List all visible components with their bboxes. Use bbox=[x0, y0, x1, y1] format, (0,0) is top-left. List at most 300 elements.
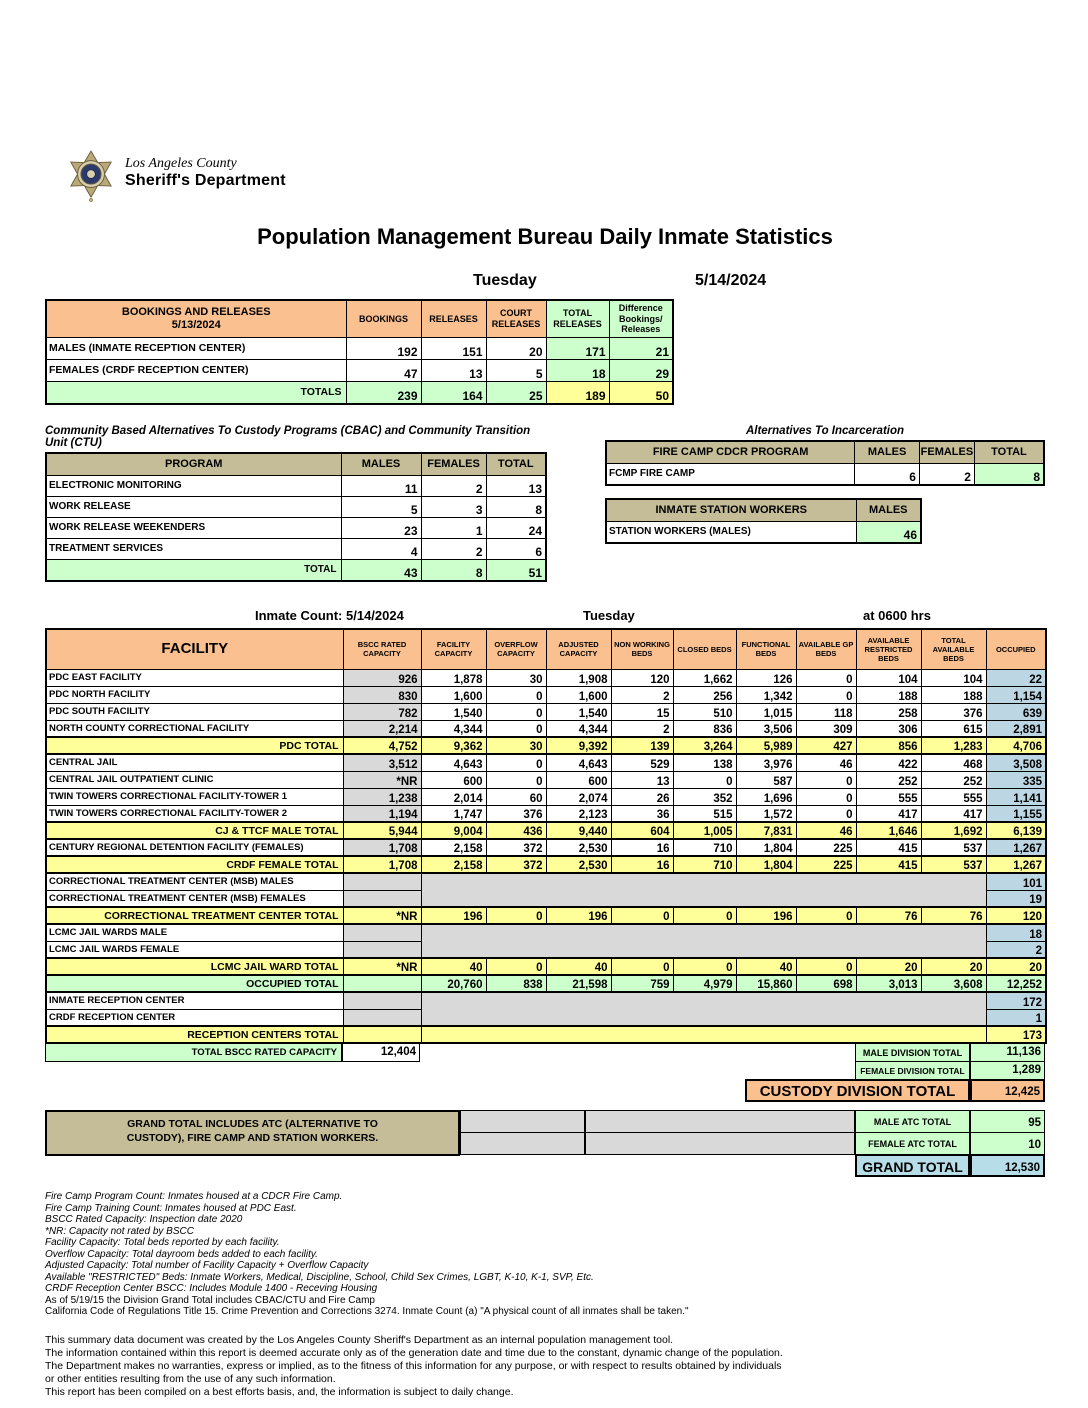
footnote-line: As of 5/19/15 the Division Grand Total includes CBAC/CTU and Fire Camp bbox=[45, 1294, 375, 1306]
stat-value: 615 bbox=[921, 720, 986, 737]
facility-name: CORRECTIONAL TREATMENT CENTER (MSB) MALES bbox=[46, 873, 343, 890]
disclaimer-line: This report has been compiled on a best efforts basis, and, the information is subject to daily change. bbox=[45, 1385, 514, 1398]
stat-value: 5,989 bbox=[736, 737, 796, 754]
stat-value: 9,440 bbox=[546, 822, 611, 839]
stat-value: 0 bbox=[611, 907, 673, 924]
stat-value: 710 bbox=[673, 856, 736, 873]
station-workers-row bbox=[606, 521, 921, 543]
grand-total-note: GRAND TOTAL INCLUDES ATC (ALTERNATIVE TO CUSTODY), FIRE CAMP AND STATION WORKERS. bbox=[45, 1110, 460, 1156]
fire-camp-table bbox=[605, 440, 1045, 486]
stat-value: 2,074 bbox=[546, 788, 611, 805]
occupied-value: 2 bbox=[986, 941, 1046, 958]
stat-value: 18 bbox=[546, 359, 609, 381]
bscc-capacity: 2,214 bbox=[343, 720, 421, 737]
report-date: 5/14/2024 bbox=[695, 272, 767, 289]
cbac-row bbox=[46, 517, 546, 538]
bscc-capacity bbox=[343, 873, 421, 890]
custody-division-total-value: 12,425 bbox=[970, 1079, 1045, 1102]
facility-name: CENTURY REGIONAL DETENTION FACILITY (FEMALES) bbox=[46, 839, 343, 856]
total-label: LCMC JAIL WARD TOTAL bbox=[46, 958, 343, 975]
stat-value: 126 bbox=[736, 669, 796, 686]
col-females: FEMALES bbox=[421, 453, 486, 475]
col-total-available-beds: TOTAL AVAILABLE BEDS bbox=[921, 629, 986, 669]
facility-row bbox=[46, 873, 1046, 890]
agency-header bbox=[67, 150, 1045, 208]
occupied-value: 1,155 bbox=[986, 805, 1046, 822]
stat-value: 138 bbox=[673, 754, 736, 771]
bscc-capacity: 1,238 bbox=[343, 788, 421, 805]
stat-value: 4,344 bbox=[546, 720, 611, 737]
col-bookings: BOOKINGS bbox=[346, 300, 421, 337]
stat-value: 189 bbox=[546, 381, 609, 404]
stat-value: 2,530 bbox=[546, 839, 611, 856]
male-atc-total-value: 95 bbox=[970, 1110, 1045, 1133]
stat-value: 25 bbox=[486, 381, 546, 404]
occupied-value: 1 bbox=[986, 1009, 1046, 1026]
col-females: FEMALES bbox=[919, 441, 974, 463]
stat-value: 555 bbox=[856, 788, 921, 805]
agency-county: Los Angeles County bbox=[125, 156, 237, 171]
bscc-capacity bbox=[343, 1026, 421, 1043]
row-label: FEMALES (CRDF RECEPTION CENTER) bbox=[46, 359, 346, 381]
facility-row bbox=[46, 924, 1046, 941]
col-non-working-beds: NON WORKING BEDS bbox=[611, 629, 673, 669]
stat-value: 4,344 bbox=[421, 720, 486, 737]
stat-value: 188 bbox=[856, 686, 921, 703]
col-total: TOTAL bbox=[974, 441, 1044, 463]
female-division-total-value: 1,289 bbox=[970, 1061, 1045, 1080]
stat-value: 8 bbox=[421, 559, 486, 581]
stat-value: 4,979 bbox=[673, 975, 736, 992]
stat-value: 104 bbox=[921, 669, 986, 686]
stat-value: 13 bbox=[421, 359, 486, 381]
stat-value: 604 bbox=[611, 822, 673, 839]
col-total-releases: TOTAL RELEASES bbox=[546, 300, 609, 337]
occupied-value: 1,154 bbox=[986, 686, 1046, 703]
stat-value: 0 bbox=[796, 788, 856, 805]
cbac-row bbox=[46, 496, 546, 517]
stat-value: 1,646 bbox=[856, 822, 921, 839]
stat-value: 376 bbox=[921, 703, 986, 720]
bscc-capacity: 926 bbox=[343, 669, 421, 686]
facility-row bbox=[46, 907, 1046, 924]
female-division-row bbox=[45, 1061, 1045, 1080]
stat-value: 510 bbox=[673, 703, 736, 720]
grand-total-section bbox=[45, 1110, 1045, 1177]
stat-value: 759 bbox=[611, 975, 673, 992]
stat-value: 4 bbox=[341, 538, 421, 559]
total-label: CJ & TTCF MALE TOTAL bbox=[46, 822, 343, 839]
occupied-value: 1,141 bbox=[986, 788, 1046, 805]
footnote-line: BSCC Rated Capacity: Inspection date 2020 bbox=[45, 1214, 243, 1225]
male-division-total-value: 11,136 bbox=[970, 1043, 1045, 1062]
footnote-line: Available "RESTRICTED" Beds: Inmate Workers, Medical, Discipline, School, Child Sex Crimes, LGBT, K-10, K-1, SVP, Etc. bbox=[45, 1271, 594, 1283]
empty-cell bbox=[585, 1110, 855, 1133]
stat-value: 192 bbox=[346, 337, 421, 359]
stat-value: 0 bbox=[486, 703, 546, 720]
cbac-table bbox=[45, 452, 547, 582]
stat-value: 47 bbox=[346, 359, 421, 381]
no-data-span bbox=[421, 924, 986, 958]
col-program: PROGRAM bbox=[46, 453, 341, 475]
bscc-capacity: *NR bbox=[343, 907, 421, 924]
occupied-value: 3,508 bbox=[986, 754, 1046, 771]
stat-value: 529 bbox=[611, 754, 673, 771]
bscc-capacity bbox=[343, 941, 421, 958]
stat-value: 2 bbox=[421, 538, 486, 559]
stat-value: 76 bbox=[921, 907, 986, 924]
disclaimer-line: The information contained within this report is deemed accurate only as of the generation date and time due to the constant, dynamic change of the population. bbox=[45, 1346, 783, 1359]
footnote-line: CRDF Reception Center BSCC: Includes Module 1400 - Receving Housing bbox=[45, 1283, 378, 1294]
col-closed-beds: CLOSED BEDS bbox=[673, 629, 736, 669]
facility-name: LCMC JAIL WARDS FEMALE bbox=[46, 941, 343, 958]
cbac-row bbox=[46, 475, 546, 496]
stat-value: 43 bbox=[341, 559, 421, 581]
stat-value: 0 bbox=[673, 958, 736, 975]
no-data-span bbox=[421, 992, 986, 1026]
facility-row bbox=[46, 958, 1046, 975]
total-bscc-value: 12,404 bbox=[342, 1043, 420, 1062]
stat-value: 710 bbox=[673, 839, 736, 856]
inmate-count-time: at 0600 hrs bbox=[863, 608, 931, 623]
facility-row bbox=[46, 1026, 1046, 1043]
stat-value: 26 bbox=[611, 788, 673, 805]
total-label: CORRECTIONAL TREATMENT CENTER TOTAL bbox=[46, 907, 343, 924]
stat-value: 23 bbox=[341, 517, 421, 538]
col-total: TOTAL bbox=[486, 453, 546, 475]
stat-value: 1,572 bbox=[736, 805, 796, 822]
stat-value: 6 bbox=[486, 538, 546, 559]
stat-value: 252 bbox=[856, 771, 921, 788]
stat-value: 139 bbox=[611, 737, 673, 754]
stat-value: 2 bbox=[611, 686, 673, 703]
footnote-line: Adjusted Capacity: Total number of Facility Capacity + Overflow Capacity bbox=[45, 1260, 369, 1271]
stat-value: 3,976 bbox=[736, 754, 796, 771]
stat-value: 1,804 bbox=[736, 856, 796, 873]
stat-value: 20 bbox=[486, 337, 546, 359]
stat-value: 417 bbox=[856, 805, 921, 822]
stat-value: 225 bbox=[796, 839, 856, 856]
row-label: STATION WORKERS (MALES) bbox=[606, 521, 856, 543]
stat-value: 537 bbox=[921, 839, 986, 856]
stat-value: 0 bbox=[486, 754, 546, 771]
stat-value: 415 bbox=[856, 856, 921, 873]
stat-value: 30 bbox=[486, 737, 546, 754]
fire-camp-row bbox=[606, 463, 1044, 485]
stat-value: 15,860 bbox=[736, 975, 796, 992]
stat-value: 0 bbox=[486, 686, 546, 703]
occupied-value: 120 bbox=[986, 907, 1046, 924]
occupied-value: 335 bbox=[986, 771, 1046, 788]
stat-value: 0 bbox=[486, 958, 546, 975]
footnote-line: Fire Camp Program Count: Inmates housed at a CDCR Fire Camp. bbox=[45, 1191, 343, 1202]
stat-value: 104 bbox=[856, 669, 921, 686]
stat-value: 436 bbox=[486, 822, 546, 839]
stat-value: 2 bbox=[421, 475, 486, 496]
stat-value: 1 bbox=[421, 517, 486, 538]
bscc-capacity bbox=[343, 975, 421, 992]
facility-table-body bbox=[46, 669, 1046, 1043]
footnote-line: Fire Camp Training Count: Inmates housed at PDC East. bbox=[45, 1202, 297, 1214]
stat-value: 196 bbox=[546, 907, 611, 924]
facility-row bbox=[46, 703, 1046, 720]
facility-row bbox=[46, 737, 1046, 754]
col-occupied: OCCUPIED bbox=[986, 629, 1046, 669]
stat-value: 1,540 bbox=[421, 703, 486, 720]
col-available-restricted-beds: AVAILABLE RESTRICTED BEDS bbox=[856, 629, 921, 669]
female-atc-total-label: FEMALE ATC TOTAL bbox=[855, 1132, 970, 1155]
sheriff-star-badge-icon bbox=[67, 150, 115, 202]
stat-value: 2 bbox=[611, 720, 673, 737]
bscc-capacity: 1,708 bbox=[343, 839, 421, 856]
stat-value: 0 bbox=[673, 771, 736, 788]
footnote-line: *NR: Capacity not rated by BSCC bbox=[45, 1225, 194, 1237]
grand-total-value: 12,530 bbox=[970, 1154, 1045, 1177]
facility-name: CORRECTIONAL TREATMENT CENTER (MSB) FEMALES bbox=[46, 890, 343, 907]
facility-row bbox=[46, 839, 1046, 856]
stat-value: 11 bbox=[341, 475, 421, 496]
bscc-capacity: 782 bbox=[343, 703, 421, 720]
occupied-value: 173 bbox=[986, 1026, 1046, 1043]
bscc-capacity: 3,512 bbox=[343, 754, 421, 771]
total-label: OCCUPIED TOTAL bbox=[46, 975, 343, 992]
stat-value: 5 bbox=[486, 359, 546, 381]
col-facility-capacity: FACILITY CAPACITY bbox=[421, 629, 486, 669]
stat-value: 1,662 bbox=[673, 669, 736, 686]
stat-value: 46 bbox=[856, 521, 921, 543]
stat-value: 0 bbox=[611, 958, 673, 975]
facility-name: CRDF RECEPTION CENTER bbox=[46, 1009, 343, 1026]
stat-value: 0 bbox=[486, 720, 546, 737]
totals-label: TOTAL bbox=[46, 559, 341, 581]
stat-value: 40 bbox=[546, 958, 611, 975]
stat-value: 376 bbox=[486, 805, 546, 822]
station-workers-table bbox=[605, 498, 922, 544]
col-available-gp-beds: AVAILABLE GP BEDS bbox=[796, 629, 856, 669]
bookings-row-females bbox=[46, 359, 673, 381]
stat-value: 0 bbox=[486, 771, 546, 788]
stat-value: 0 bbox=[796, 686, 856, 703]
occupied-value: 6,139 bbox=[986, 822, 1046, 839]
custody-division-total-label: CUSTODY DIVISION TOTAL bbox=[745, 1079, 970, 1102]
stat-value: 0 bbox=[796, 669, 856, 686]
stat-value: 1,696 bbox=[736, 788, 796, 805]
facility-row bbox=[46, 754, 1046, 771]
empty-cell bbox=[585, 1132, 855, 1155]
col-males: MALES bbox=[856, 499, 921, 521]
stat-value: 20 bbox=[921, 958, 986, 975]
stat-value: 46 bbox=[796, 754, 856, 771]
occupied-value: 2,891 bbox=[986, 720, 1046, 737]
stat-value: 196 bbox=[736, 907, 796, 924]
stat-value: 258 bbox=[856, 703, 921, 720]
stat-value: 1,283 bbox=[921, 737, 986, 754]
stat-value: 196 bbox=[421, 907, 486, 924]
inmate-count-date: Inmate Count: 5/14/2024 bbox=[255, 608, 404, 623]
stat-value: 51 bbox=[486, 559, 546, 581]
stat-value: 372 bbox=[486, 856, 546, 873]
alternatives-title: Alternatives To Incarceration bbox=[745, 425, 905, 437]
stat-value: 120 bbox=[611, 669, 673, 686]
bscc-capacity: 5,944 bbox=[343, 822, 421, 839]
stat-value: 2,158 bbox=[421, 839, 486, 856]
row-label: WORK RELEASE bbox=[46, 496, 341, 517]
occupied-value: 20 bbox=[986, 958, 1046, 975]
facility-name: NORTH COUNTY CORRECTIONAL FACILITY bbox=[46, 720, 343, 737]
stat-value: 15 bbox=[611, 703, 673, 720]
cbac-totals-row bbox=[46, 559, 546, 581]
facility-row bbox=[46, 805, 1046, 822]
stat-value: 856 bbox=[856, 737, 921, 754]
stat-value: 6 bbox=[855, 463, 920, 485]
bscc-capacity bbox=[343, 1009, 421, 1026]
stat-value: 2,014 bbox=[421, 788, 486, 805]
bscc-capacity bbox=[343, 924, 421, 941]
stat-value: 36 bbox=[611, 805, 673, 822]
cbac-title: Community Based Alternatives To Custody Programs (CBAC) and Community Transition Unit (CTU) bbox=[45, 425, 531, 449]
facility-row bbox=[46, 720, 1046, 737]
stat-value: 3,264 bbox=[673, 737, 736, 754]
female-division-total-label: FEMALE DIVISION TOTAL bbox=[855, 1061, 970, 1080]
occupied-value: 1,267 bbox=[986, 839, 1046, 856]
occupied-value: 101 bbox=[986, 873, 1046, 890]
report-dateline bbox=[45, 272, 1045, 294]
stat-value: 600 bbox=[421, 771, 486, 788]
occupied-value: 22 bbox=[986, 669, 1046, 686]
stat-value: 8 bbox=[486, 496, 546, 517]
col-fire-camp: FIRE CAMP CDCR PROGRAM bbox=[606, 441, 855, 463]
stat-value: 427 bbox=[796, 737, 856, 754]
col-males: MALES bbox=[855, 441, 920, 463]
stat-value: 46 bbox=[796, 822, 856, 839]
stat-value: 3 bbox=[421, 496, 486, 517]
facility-row bbox=[46, 771, 1046, 788]
stat-value: 0 bbox=[796, 958, 856, 975]
stat-value: 1,015 bbox=[736, 703, 796, 720]
col-males: MALES bbox=[341, 453, 421, 475]
row-label: MALES (INMATE RECEPTION CENTER) bbox=[46, 337, 346, 359]
facility-name: PDC NORTH FACILITY bbox=[46, 686, 343, 703]
facility-row bbox=[46, 992, 1046, 1009]
occupied-value: 639 bbox=[986, 703, 1046, 720]
total-bscc-row bbox=[45, 1043, 1045, 1062]
bookings-releases-table bbox=[45, 299, 674, 405]
bookings-row-males bbox=[46, 337, 673, 359]
stat-value: 188 bbox=[921, 686, 986, 703]
occupied-value: 12,252 bbox=[986, 975, 1046, 992]
grand-total-label: GRAND TOTAL bbox=[855, 1154, 970, 1177]
stat-value: 164 bbox=[421, 381, 486, 404]
page-title: Population Management Bureau Daily Inmate Statistics bbox=[257, 224, 833, 249]
stat-value: 151 bbox=[421, 337, 486, 359]
row-label: ELECTRONIC MONITORING bbox=[46, 475, 341, 496]
stat-value: 1,747 bbox=[421, 805, 486, 822]
stat-value: 0 bbox=[796, 907, 856, 924]
stat-value: 225 bbox=[796, 856, 856, 873]
stat-value: 1,005 bbox=[673, 822, 736, 839]
disclaimer bbox=[45, 1334, 1045, 1399]
empty-span bbox=[421, 1026, 986, 1043]
stat-value: 2 bbox=[919, 463, 974, 485]
footnote-line: Overflow Capacity: Total dayroom beds added to each facility. bbox=[45, 1248, 318, 1260]
total-label: CRDF FEMALE TOTAL bbox=[46, 856, 343, 873]
stat-value: 29 bbox=[609, 359, 673, 381]
facility-statistics-table bbox=[45, 628, 1047, 1044]
stat-value: 171 bbox=[546, 337, 609, 359]
stat-value: 3,506 bbox=[736, 720, 796, 737]
facility-row bbox=[46, 669, 1046, 686]
stat-value: 3,013 bbox=[856, 975, 921, 992]
stat-value: 555 bbox=[921, 788, 986, 805]
stat-value: 537 bbox=[921, 856, 986, 873]
stat-value: 7,831 bbox=[736, 822, 796, 839]
footnotes bbox=[45, 1191, 1045, 1318]
stat-value: 352 bbox=[673, 788, 736, 805]
stat-value: 4,643 bbox=[546, 754, 611, 771]
stat-value: 60 bbox=[486, 788, 546, 805]
stat-value: 76 bbox=[856, 907, 921, 924]
facility-name: TWIN TOWERS CORRECTIONAL FACILITY-TOWER 1 bbox=[46, 788, 343, 805]
stat-value: 0 bbox=[486, 907, 546, 924]
facility-name: LCMC JAIL WARDS MALE bbox=[46, 924, 343, 941]
totals-label: TOTALS bbox=[46, 381, 346, 404]
male-atc-total-label: MALE ATC TOTAL bbox=[855, 1110, 970, 1133]
col-facility: FACILITY bbox=[46, 629, 343, 669]
stat-value: 468 bbox=[921, 754, 986, 771]
stat-value: 1,804 bbox=[736, 839, 796, 856]
stat-value: 30 bbox=[486, 669, 546, 686]
document-page bbox=[45, 0, 1045, 1399]
total-label: PDC TOTAL bbox=[46, 737, 343, 754]
stat-value: 16 bbox=[611, 856, 673, 873]
bscc-capacity bbox=[343, 992, 421, 1009]
facility-name: CENTRAL JAIL bbox=[46, 754, 343, 771]
stat-value: 239 bbox=[346, 381, 421, 404]
stat-value: 417 bbox=[921, 805, 986, 822]
facility-name: PDC EAST FACILITY bbox=[46, 669, 343, 686]
no-data-span bbox=[421, 873, 986, 907]
stat-value: 1,600 bbox=[421, 686, 486, 703]
row-label: FCMP FIRE CAMP bbox=[606, 463, 855, 485]
col-bscc-rated-capacity: BSCC RATED CAPACITY bbox=[343, 629, 421, 669]
row-label: TREATMENT SERVICES bbox=[46, 538, 341, 559]
bscc-capacity: 1,708 bbox=[343, 856, 421, 873]
facility-name: PDC SOUTH FACILITY bbox=[46, 703, 343, 720]
occupied-value: 4,706 bbox=[986, 737, 1046, 754]
stat-value: 3,608 bbox=[921, 975, 986, 992]
stat-value: 1,692 bbox=[921, 822, 986, 839]
stat-value: 9,392 bbox=[546, 737, 611, 754]
stat-value: 600 bbox=[546, 771, 611, 788]
occupied-value: 18 bbox=[986, 924, 1046, 941]
facility-name: CENTRAL JAIL OUTPATIENT CLINIC bbox=[46, 771, 343, 788]
col-station-workers: INMATE STATION WORKERS bbox=[606, 499, 856, 521]
stat-value: 2,530 bbox=[546, 856, 611, 873]
stat-value: 838 bbox=[486, 975, 546, 992]
facility-name: INMATE RECEPTION CENTER bbox=[46, 992, 343, 1009]
facility-row bbox=[46, 975, 1046, 992]
facility-row bbox=[46, 856, 1046, 873]
col-difference: Difference Bookings/ Releases bbox=[609, 300, 673, 337]
disclaimer-line: This summary data document was created by the Los Angeles County Sheriff's Department as an internal population management tool. bbox=[45, 1333, 674, 1346]
stat-value: 20 bbox=[856, 958, 921, 975]
stat-value: 515 bbox=[673, 805, 736, 822]
row-label: WORK RELEASE WEEKENDERS bbox=[46, 517, 341, 538]
stat-value: 1,908 bbox=[546, 669, 611, 686]
stat-value: 13 bbox=[611, 771, 673, 788]
col-court-releases: COURT RELEASES bbox=[486, 300, 546, 337]
stat-value: 1,540 bbox=[546, 703, 611, 720]
